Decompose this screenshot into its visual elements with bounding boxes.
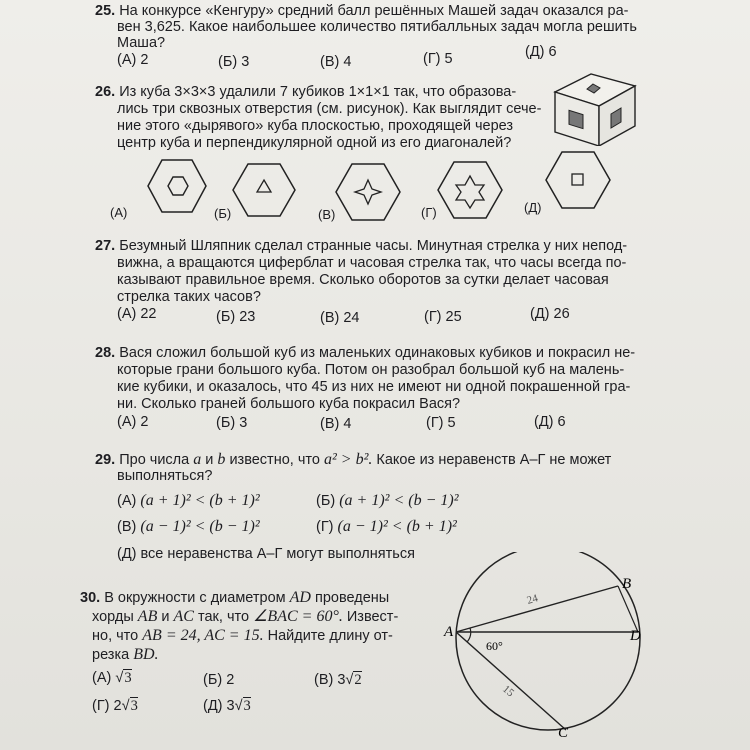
q26-option-g: (Г) [421,205,437,220]
q27-number: 27. [95,238,116,254]
q25-option-v: (В) 4 [320,54,352,70]
holey-cube-figure [545,66,645,146]
q30-line-2: хорды AB и AC так, что ∠BAC = 60°. Извест- [92,608,399,625]
handwritten-15: 15 [500,683,517,700]
handwritten-24: 24 [525,592,540,607]
q29-option-v: (В) (a − 1)² < (b − 1)² [117,518,260,535]
q29-option-g: (Г) (a − 1)² < (b + 1)² [316,518,457,535]
q26-line-3: ние этого «дырявого» куба плоскостью, проходящей через [117,118,514,134]
q28-option-v: (В) 4 [320,416,352,432]
q27-line-3: казывают правильное время. Сколько оборотов за сутки делает часовая [117,272,609,288]
q30-option-b: (Б) 2 [203,672,235,688]
chord-ac [456,632,566,730]
point-c-label: C [558,725,569,741]
q25-option-b: (Б) 3 [218,54,250,70]
q30-option-a: (А) √3 [92,670,132,686]
q26-line-4: центр куба и перпендикулярной одной из его диагоналей? [117,135,512,151]
q27-option-g: (Г) 25 [424,309,462,325]
circle-diagram [440,552,650,742]
chord-ab [456,586,618,632]
q30-option-d: (Д) 3√3 [203,698,251,714]
q27-line-2: вижна, а вращаются циферблат и часовая стрелка так, что часы всегда по- [117,255,627,271]
q30-number: 30. [80,590,101,606]
q29-line-1: 29. Про числа a и b известно, что a² > b². Какое из неравенств А–Г не может [95,451,612,468]
q27-option-b: (Б) 23 [216,309,256,325]
q25-option-a: (А) 2 [117,52,149,68]
q29-option-b: (Б) (a + 1)² < (b − 1)² [316,492,459,509]
q28-line-2: которые грани большого куба. Потом он разобрал большой куб на малень- [117,362,625,378]
figure-d-square-icon [546,152,610,208]
q25-line-1: 25. На конкурсе «Кенгуру» средний балл решённых Машей задач оказался ра- [95,3,629,19]
q29-line-2: выполняться? [117,468,213,484]
q30-line-1: 30. В окружности с диаметром AD проведены [80,589,390,606]
q29-number: 29. [95,452,116,468]
point-a-label: A [444,624,454,640]
q28-option-b: (Б) 3 [216,415,248,431]
angle-label: 60° [486,639,503,653]
q27-option-v: (В) 24 [320,310,360,326]
q30-line-4: резка BD. [92,646,159,663]
circle-outline [456,552,640,730]
q25-line-2: вен 3,625. Какое наибольшее количество пятибалльных задач могла решить [117,19,637,35]
q28-line-3: кие кубики, и оказалось, что 45 из них не имеют ни одной покрашенной гра- [117,379,631,395]
q27-line-1: 27. Безумный Шляпник сделал странные часы. Минутная стрелка у них непод- [95,238,628,254]
q26-option-a: (А) [110,205,128,220]
q29-option-d: (Д) все неравенства А–Г могут выполняться [117,546,415,562]
q25-number: 25. [95,3,116,19]
q25-option-d: (Д) 6 [525,44,557,60]
figure-b-triangle-icon [233,164,295,216]
q28-option-a: (А) 2 [117,414,149,430]
q30-option-g: (Г) 2√3 [92,698,138,714]
q29-option-a: (А) (a + 1)² < (b + 1)² [117,492,260,509]
q26-line-2: лись три сквозных отверстия (см. рисунок). Как выглядит сече- [117,101,542,117]
figure-g-six-point-star-icon [438,162,502,218]
point-d-label: D [630,628,641,644]
q30-line-3: но, что AB = 24, AC = 15. Найдите длину от- [92,627,393,644]
q27-option-d: (Д) 26 [530,306,570,322]
q28-number: 28. [95,345,116,361]
q27-line-4: стрелка таких часов? [117,289,261,305]
q28-option-g: (Г) 5 [426,415,456,431]
q26-option-v: (В) [318,207,336,222]
q25-option-g: (Г) 5 [423,51,453,67]
figure-v-four-point-star-icon [336,164,400,220]
angle-arc [467,628,471,642]
point-b-label: B [622,576,632,592]
q26-line-1: 26. Из куба 3×3×3 удалили 7 кубиков 1×1×1 так, что образова- [95,84,517,100]
q30-option-v: (В) 3√2 [314,672,362,688]
q28-line-4: ни. Сколько граней большого куба покрасил Вася? [117,396,461,412]
q26-number: 26. [95,84,116,100]
q26-answer-figures [128,150,628,225]
q25-line-3: Маша? [117,35,166,51]
q28-line-1: 28. Вася сложил большой куб из маленьких одинаковых кубиков и покрасил не- [95,345,636,361]
q26-option-b: (Б) [214,206,232,221]
figure-a-hexagon-icon [148,160,206,212]
q26-option-d: (Д) [524,200,542,215]
q28-option-d: (Д) 6 [534,414,566,430]
q27-option-a: (А) 22 [117,306,157,322]
